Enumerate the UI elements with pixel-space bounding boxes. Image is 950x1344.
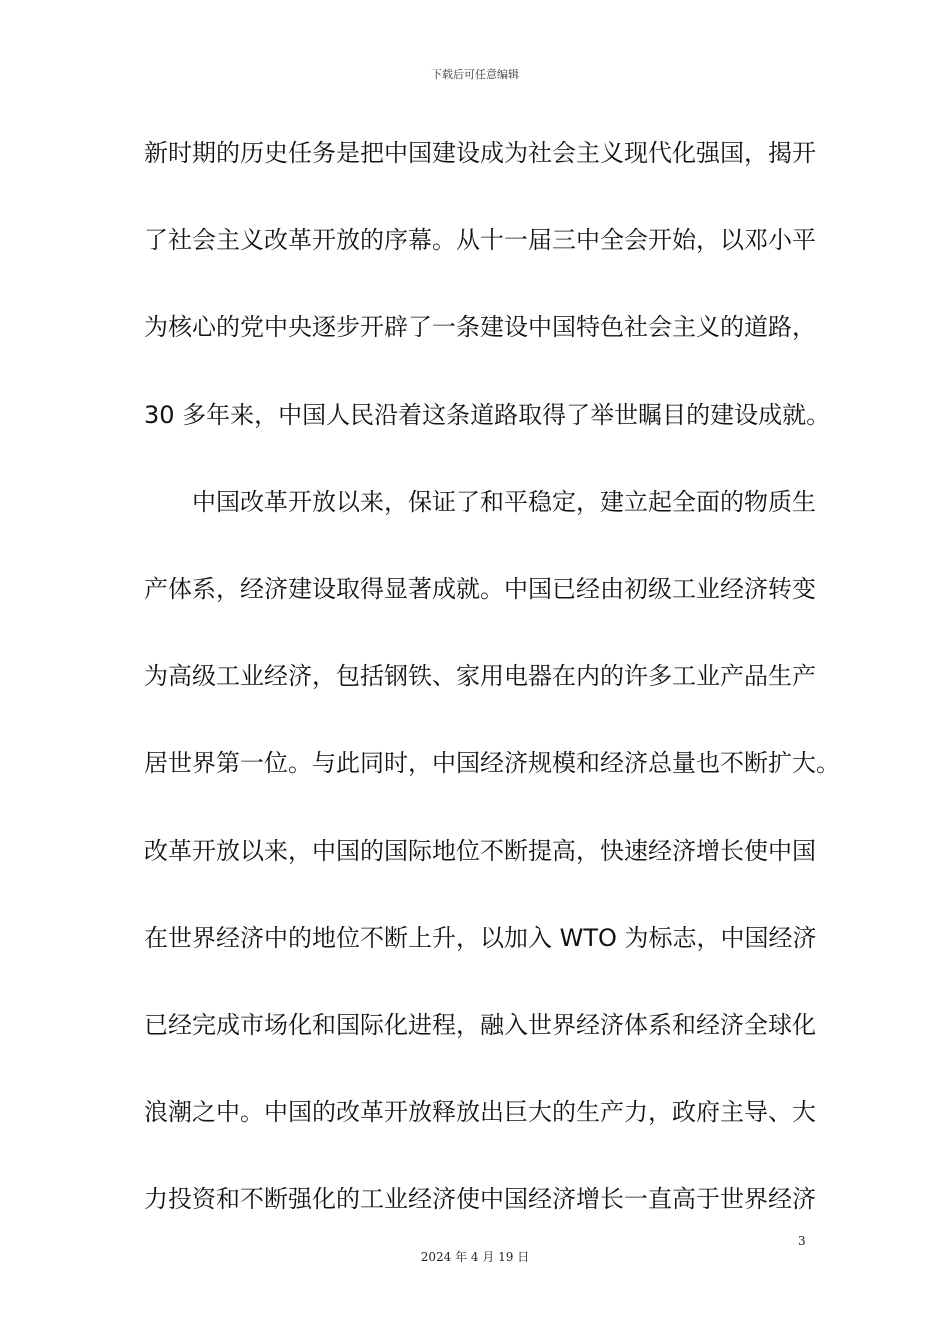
- paragraph-start-line: 中国改革开放以来，保证了和平稳定，建立起全面的物质生: [192, 487, 816, 516]
- document-body: [144, 124, 840, 1257]
- text-line: 产体系，经济建设取得显著成就。中国已经由初级工业经济转变: [144, 574, 816, 603]
- text-line: 为高级工业经济，包括钢铁、家用电器在内的许多工业产品生产: [144, 662, 816, 691]
- text-line: 为核心的党中央逐步开辟了一条建设中国特色社会主义的道路，: [144, 313, 816, 342]
- text-line: 了社会主义改革开放的序幕。从十一届三中全会开始，以邓小平: [144, 226, 816, 255]
- page-footer-date: 2024 年 4 月 19 日: [420, 1250, 530, 1264]
- page-header: 下载后可任意编辑: [431, 68, 519, 81]
- text-line: 浪潮之中。中国的改革开放释放出巨大的生产力，政府主导、大: [144, 1098, 816, 1127]
- text-line: 力投资和不断强化的工业经济使中国经济增长一直高于世界经济: [144, 1185, 816, 1214]
- text-line: 改革开放以来，中国的国际地位不断提高，快速经济增长使中国: [144, 836, 816, 865]
- text-line: 30 多年来，中国人民沿着这条道路取得了举世瞩目的建设成就。: [144, 400, 831, 429]
- text-line: 新时期的历史任务是把中国建设成为社会主义现代化强国，揭开: [144, 139, 816, 167]
- page-number: 3: [798, 1234, 806, 1248]
- text-line: 在世界经济中的地位不断上升，以加入 WTO 为标志，中国经济: [144, 923, 817, 952]
- text-line: 居世界第一位。与此同时，中国经济规模和经济总量也不断扩大。: [144, 749, 840, 778]
- text-line: 已经完成市场化和国际化进程，融入世界经济体系和经济全球化: [144, 1010, 816, 1039]
